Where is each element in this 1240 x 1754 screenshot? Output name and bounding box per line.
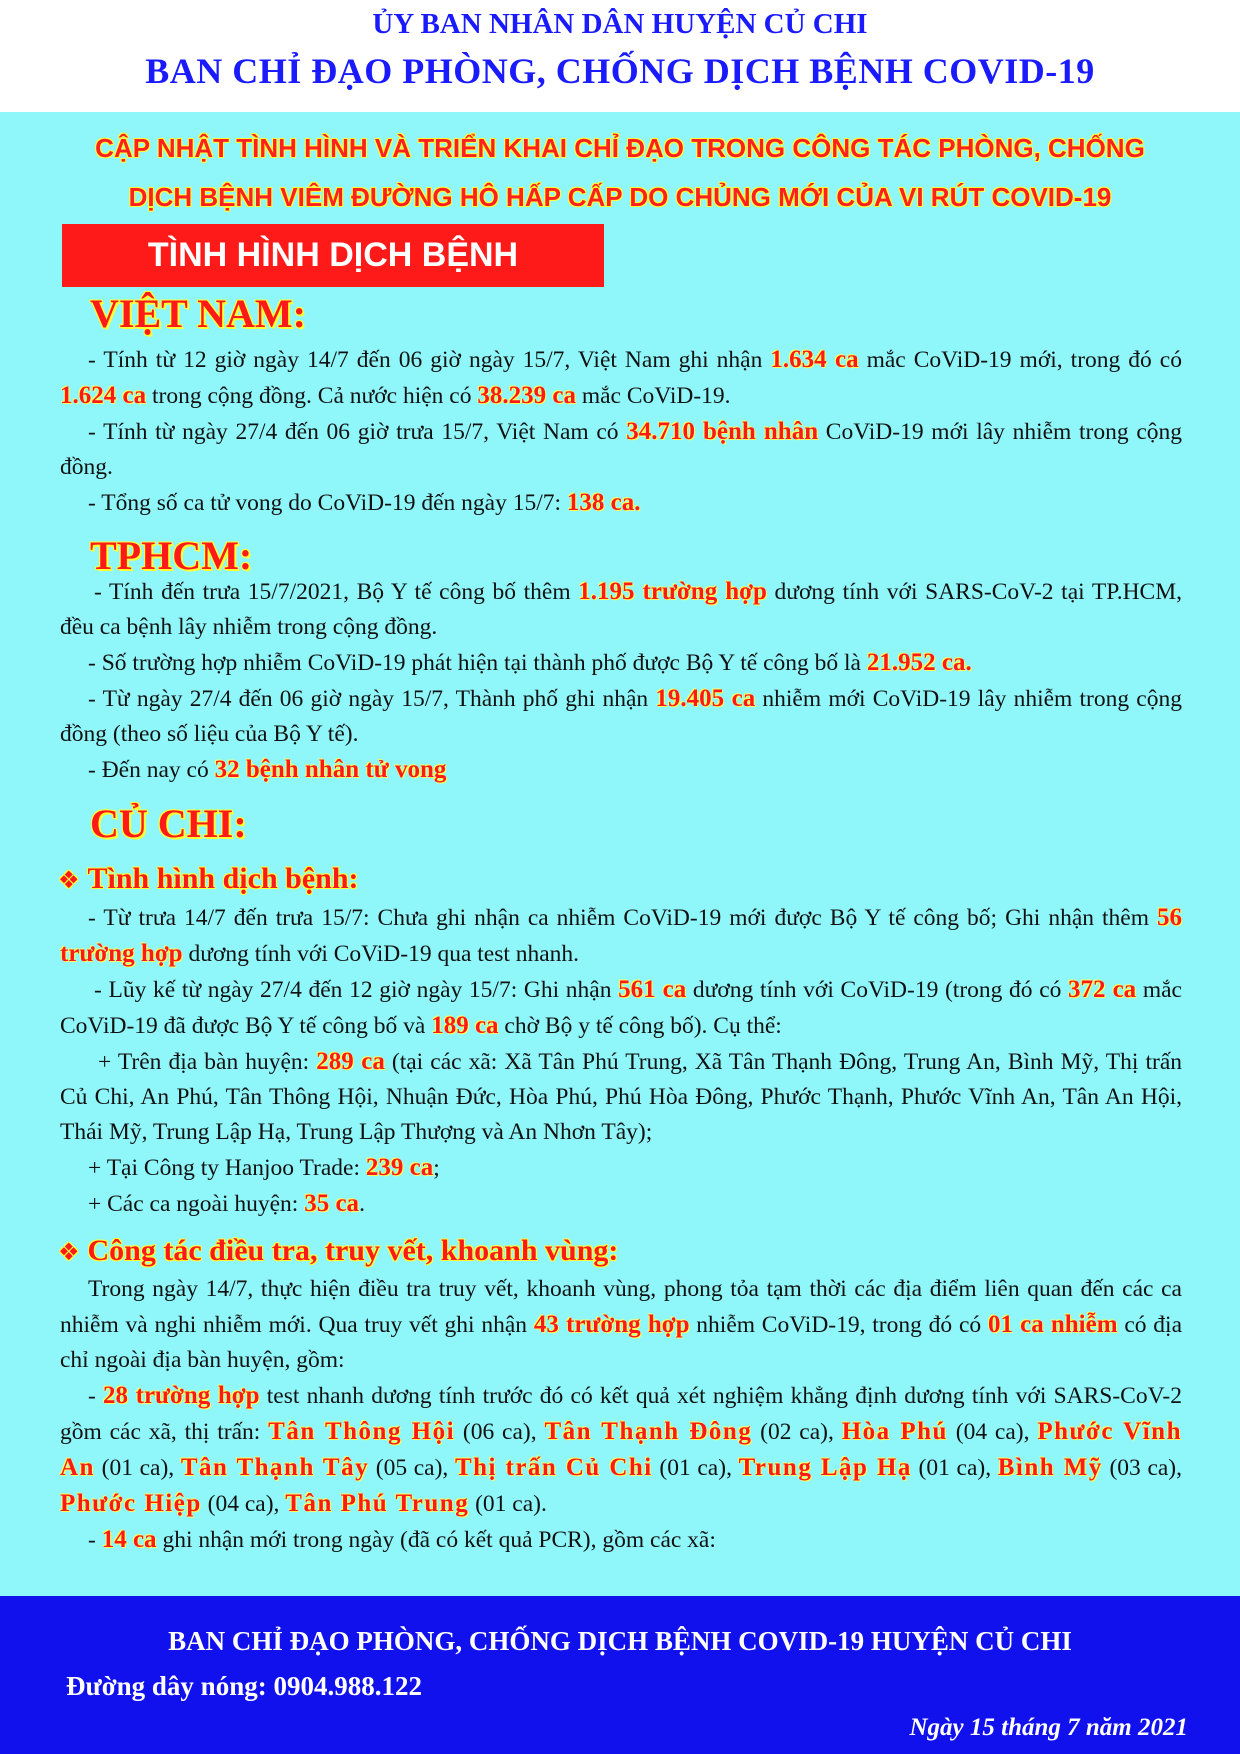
diamond-bullet-icon: ❖ — [58, 866, 80, 894]
situation-banner: TÌNH HÌNH DỊCH BỆNH — [62, 224, 604, 287]
cuchi-paragraph-4: + Tại Công ty Hanjoo Trade: 239 ca; — [88, 1154, 440, 1181]
organization-name: ỦY BAN NHÂN DÂN HUYỆN CỦ CHI — [372, 8, 868, 40]
cuchi-title: CỦ CHI: — [90, 801, 247, 846]
tphcm-paragraph-2: - Số trường hợp nhiễm CoViD-19 phát hiện tại thành phố được Bộ Y tế công bố là 21.952 ca. — [88, 649, 972, 676]
cuchi-investigation-section — [60, 1272, 1182, 1558]
cuchi-paragraph-1: - Từ trưa 14/7 đến trưa 15/7: Chưa ghi nhận ca nhiễm CoViD-19 mới được Bộ Y tế công bố; Ghi nhận thêm 56 trường hợp dương tính với CoViD-19 qua test nhanh. — [60, 904, 1182, 967]
cuchi-paragraph-7: - 28 trường hợp test nhanh dương tính trước đó có kết quả xét nghiệm khẳng định dương tính với SARS-CoV-2 gồm các xã, thị trấn: Tân Thông Hội (06 ca), Tân Thạnh Đông (02 ca), Hòa Phú (04 ca), Phước Vĩnh An (01 ca), Tân Thạnh Tây (05 ca), Thị trấn Củ Chi (01 ca), Trung Lập Hạ (01 ca), Bình Mỹ (03 ca), Phước Hiệp (04 ca), Tân Phú Trung (01 ca). — [60, 1382, 1183, 1517]
cuchi-investigation-subtitle: ❖ Công tác điều tra, truy vết, khoanh vùng: — [58, 1234, 619, 1267]
vietnam-title: VIỆT NAM: — [90, 291, 306, 336]
cuchi-epidemic-section — [60, 900, 1182, 1222]
vietnam-section — [60, 342, 1182, 521]
cuchi-epidemic-subtitle: ❖ Tình hình dịch bệnh: — [58, 862, 359, 895]
cuchi-paragraph-5: + Các ca ngoài huyện: 35 ca. — [88, 1190, 365, 1217]
cuchi-paragraph-2: - Lũy kế từ ngày 27/4 đến 12 giờ ngày 15/7: Ghi nhận 561 ca dương tính với CoViD-19 (trong đó có 372 ca mắc CoViD-19 đã được Bộ Y tế công bố và 189 ca chờ Bộ y tế công bố). Cụ thể: — [60, 976, 1182, 1039]
hotline: Đường dây nóng: 0904.988.122 — [66, 1671, 422, 1701]
tphcm-paragraph-4: - Đến nay có 32 bệnh nhân tử vong — [88, 756, 447, 783]
headline-line-2: DỊCH BỆNH VIÊM ĐƯỜNG HÔ HẤP CẤP DO CHỦNG MỚI CỦA VI RÚT COVID-19 — [128, 182, 1112, 212]
tphcm-paragraph-1: - Tính đến trưa 15/7/2021, Bộ Y tế công bố thêm 1.195 trường hợp dương tính với SARS-CoV-2 tại TP.HCM, đều ca bệnh lây nhiễm trong cộng đồng. — [60, 578, 1182, 640]
header — [0, 0, 1240, 112]
headline — [0, 124, 1240, 222]
tphcm-section — [60, 574, 1182, 788]
cuchi-paragraph-3: + Trên địa bàn huyện: 289 ca (tại các xã: Xã Tân Phú Trung, Xã Tân Thạnh Đông, Trung An, Bình Mỹ, Thị trấn Củ Chi, An Phú, Tân Thông Hội, Nhuận Đức, Hòa Phú, Phú Hòa Đông, Phước Thạnh, Phước Vĩnh An, Tân An Hội, Thái Mỹ, Trung Lập Hạ, Trung Lập Thượng và An Nhơn Tây); — [60, 1048, 1182, 1145]
issue-date: Ngày 15 tháng 7 năm 2021 — [909, 1714, 1188, 1741]
cuchi-paragraph-6: Trong ngày 14/7, thực hiện điều tra truy vết, khoanh vùng, phong tỏa tạm thời các địa điểm liên quan đến các ca nhiễm và nghi nhiễm mới. Qua truy vết ghi nhận 43 trường hợp nhiễm CoViD-19, trong đó có 01 ca nhiễm có địa chỉ ngoài địa bàn huyện, gồm: — [60, 1276, 1182, 1373]
vietnam-paragraph-3: - Tổng số ca tử vong do CoViD-19 đến ngày 15/7: 138 ca. — [88, 489, 641, 516]
tphcm-paragraph-3: - Từ ngày 27/4 đến 06 giờ ngày 15/7, Thành phố ghi nhận 19.405 ca nhiễm mới CoViD-19 lây nhiễm trong cộng đồng (theo số liệu của Bộ Y tế). — [60, 685, 1182, 747]
footer — [0, 1596, 1240, 1754]
diamond-bullet-icon: ❖ — [58, 1238, 80, 1266]
committee-name: BAN CHỈ ĐẠO PHÒNG, CHỐNG DỊCH BỆNH COVID-19 — [145, 51, 1095, 91]
footer-committee: BAN CHỈ ĐẠO PHÒNG, CHỐNG DỊCH BỆNH COVID-19 HUYỆN CỦ CHI — [168, 1626, 1072, 1656]
vietnam-paragraph-1: - Tính từ 12 giờ ngày 14/7 đến 06 giờ ngày 15/7, Việt Nam ghi nhận 1.634 ca mắc CoViD-19 mới, trong đó có 1.624 ca trong cộng đồng. Cả nước hiện có 38.239 ca mắc CoViD-19. — [60, 346, 1182, 409]
headline-line-1: CẬP NHẬT TÌNH HÌNH VÀ TRIỂN KHAI CHỈ ĐẠO TRONG CÔNG TÁC PHÒNG, CHỐNG — [95, 133, 1145, 163]
tphcm-title: TPHCM: — [90, 533, 253, 578]
vietnam-paragraph-2: - Tính từ ngày 27/4 đến 06 giờ trưa 15/7, Việt Nam có 34.710 bệnh nhân CoViD-19 mới lây nhiễm trong cộng đồng. — [60, 418, 1182, 480]
cuchi-paragraph-8: - 14 ca ghi nhận mới trong ngày (đã có kết quả PCR), gồm các xã: — [88, 1526, 716, 1553]
